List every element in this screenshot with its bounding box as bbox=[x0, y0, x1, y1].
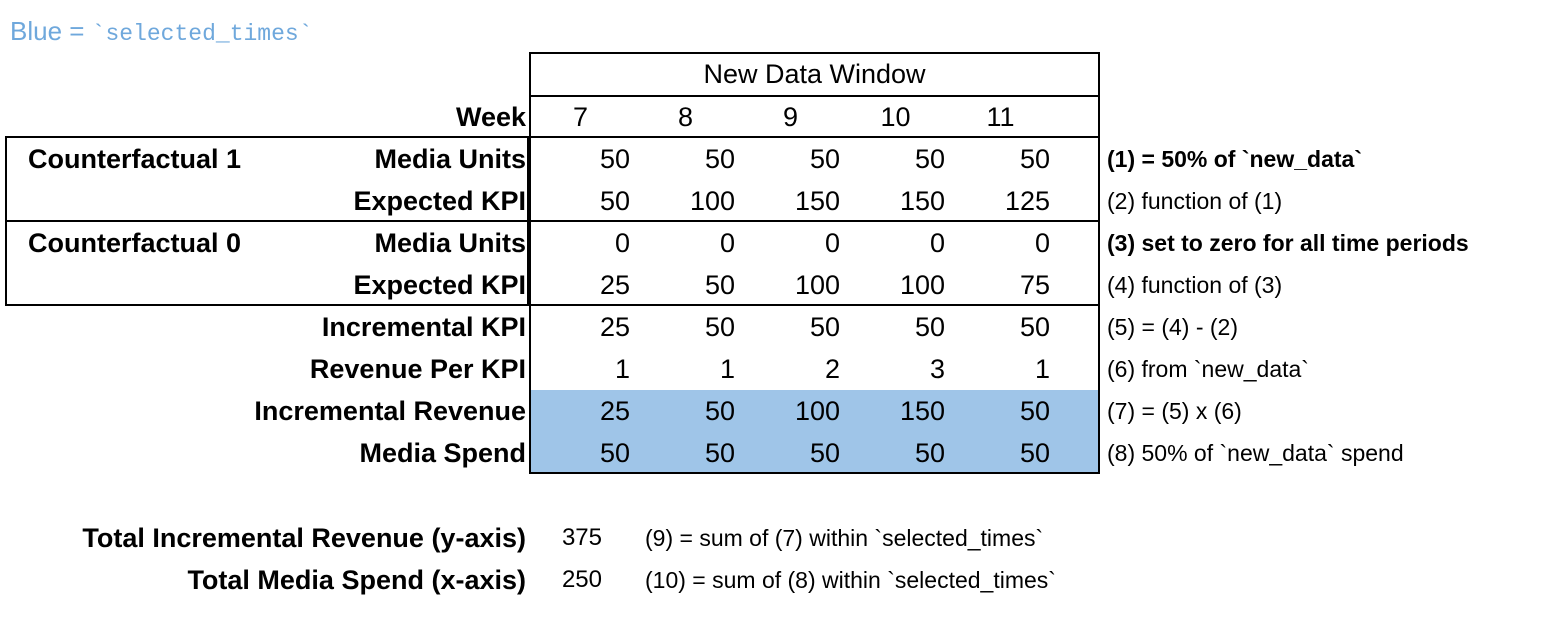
data-cell: 150 bbox=[899, 396, 945, 426]
legend bbox=[10, 16, 313, 50]
row-note: (6) from `new_data` bbox=[1107, 356, 1309, 382]
data-cell: 0 bbox=[929, 228, 945, 258]
data-cell: 50 bbox=[704, 270, 735, 300]
data-cell: 50 bbox=[1019, 312, 1050, 342]
row-note: (2) function of (1) bbox=[1107, 188, 1283, 214]
data-cell: 50 bbox=[914, 438, 945, 468]
new-data-window-header: New Data Window bbox=[703, 59, 926, 89]
total-incremental-revenue-value: 375 bbox=[561, 524, 602, 551]
data-cell: 50 bbox=[704, 144, 735, 174]
data-cell: 25 bbox=[599, 396, 630, 426]
week-number: 10 bbox=[880, 102, 911, 132]
data-cell: 1 bbox=[719, 354, 735, 384]
week-number: 8 bbox=[677, 102, 694, 132]
data-cell: 75 bbox=[1019, 270, 1050, 300]
data-cell: 3 bbox=[929, 354, 945, 384]
data-cell: 50 bbox=[809, 144, 840, 174]
data-cell: 50 bbox=[599, 186, 630, 216]
data-cell: 50 bbox=[914, 312, 945, 342]
table-row bbox=[528, 390, 1053, 432]
legend-code: `selected_times` bbox=[91, 21, 313, 47]
row-label: Media Spend bbox=[359, 438, 526, 468]
table-row bbox=[528, 432, 1053, 474]
total-media-spend-value: 250 bbox=[561, 566, 602, 593]
group-label-counterfactual-0: Counterfactual 0 bbox=[28, 228, 242, 258]
data-cell: 100 bbox=[794, 396, 840, 426]
week-header-row bbox=[528, 97, 1053, 138]
data-cell: 2 bbox=[824, 354, 840, 384]
table-row bbox=[528, 264, 1053, 306]
data-cell: 50 bbox=[1019, 144, 1050, 174]
row-label: Media Units bbox=[374, 228, 526, 258]
data-cell: 125 bbox=[1004, 186, 1050, 216]
row-note: (5) = (4) - (2) bbox=[1107, 314, 1238, 340]
row-note: (7) = (5) x (6) bbox=[1107, 398, 1242, 424]
data-cell: 0 bbox=[824, 228, 840, 258]
data-cell: 50 bbox=[704, 396, 735, 426]
table-row bbox=[528, 348, 1053, 390]
data-cell: 1 bbox=[1034, 354, 1050, 384]
total-note: (9) = sum of (7) within `selected_times` bbox=[645, 525, 1044, 551]
data-cell: 25 bbox=[599, 312, 630, 342]
data-cell: 50 bbox=[809, 312, 840, 342]
row-label: Incremental Revenue bbox=[254, 396, 526, 426]
data-cell: 50 bbox=[704, 312, 735, 342]
week-row-label: Week bbox=[455, 102, 526, 132]
data-cell: 0 bbox=[719, 228, 735, 258]
row-note: (1) = 50% of `new_data` bbox=[1107, 146, 1362, 172]
data-cell: 0 bbox=[1034, 228, 1050, 258]
data-cell: 1 bbox=[614, 354, 630, 384]
total-incremental-revenue-label: Total Incremental Revenue (y-axis) bbox=[82, 523, 526, 553]
data-cell: 50 bbox=[809, 438, 840, 468]
total-note: (10) = sum of (8) within `selected_times` bbox=[645, 567, 1056, 593]
row-note: (4) function of (3) bbox=[1107, 272, 1283, 298]
table-row bbox=[528, 180, 1053, 222]
data-cell: 50 bbox=[1019, 438, 1050, 468]
data-cell: 150 bbox=[899, 186, 945, 216]
data-cell: 50 bbox=[599, 438, 630, 468]
group-label-counterfactual-1: Counterfactual 1 bbox=[28, 144, 242, 174]
legend-text: Blue = bbox=[10, 16, 92, 46]
row-note: (8) 50% of `new_data` spend bbox=[1107, 440, 1404, 466]
table-row bbox=[528, 306, 1053, 348]
row-label: Expected KPI bbox=[353, 186, 526, 216]
data-cell: 50 bbox=[704, 438, 735, 468]
week-number: 11 bbox=[986, 102, 1015, 132]
row-label: Media Units bbox=[374, 144, 526, 174]
total-media-spend-label: Total Media Spend (x-axis) bbox=[187, 565, 526, 595]
data-cell: 100 bbox=[794, 270, 840, 300]
row-label: Incremental KPI bbox=[321, 312, 526, 342]
data-cell: 25 bbox=[599, 270, 630, 300]
row-label: Expected KPI bbox=[353, 270, 526, 300]
data-cell: 0 bbox=[614, 228, 630, 258]
data-cell: 100 bbox=[689, 186, 735, 216]
data-cell: 50 bbox=[914, 144, 945, 174]
row-note: (3) set to zero for all time periods bbox=[1107, 230, 1469, 256]
data-cell: 50 bbox=[599, 144, 630, 174]
data-cell: 100 bbox=[899, 270, 945, 300]
row-label: Revenue Per KPI bbox=[309, 354, 526, 384]
week-number: 7 bbox=[572, 102, 589, 132]
data-cell: 50 bbox=[1019, 396, 1050, 426]
table-row bbox=[528, 222, 1053, 264]
week-number: 9 bbox=[782, 102, 799, 132]
table-row bbox=[528, 138, 1053, 180]
data-cell: 150 bbox=[794, 186, 840, 216]
